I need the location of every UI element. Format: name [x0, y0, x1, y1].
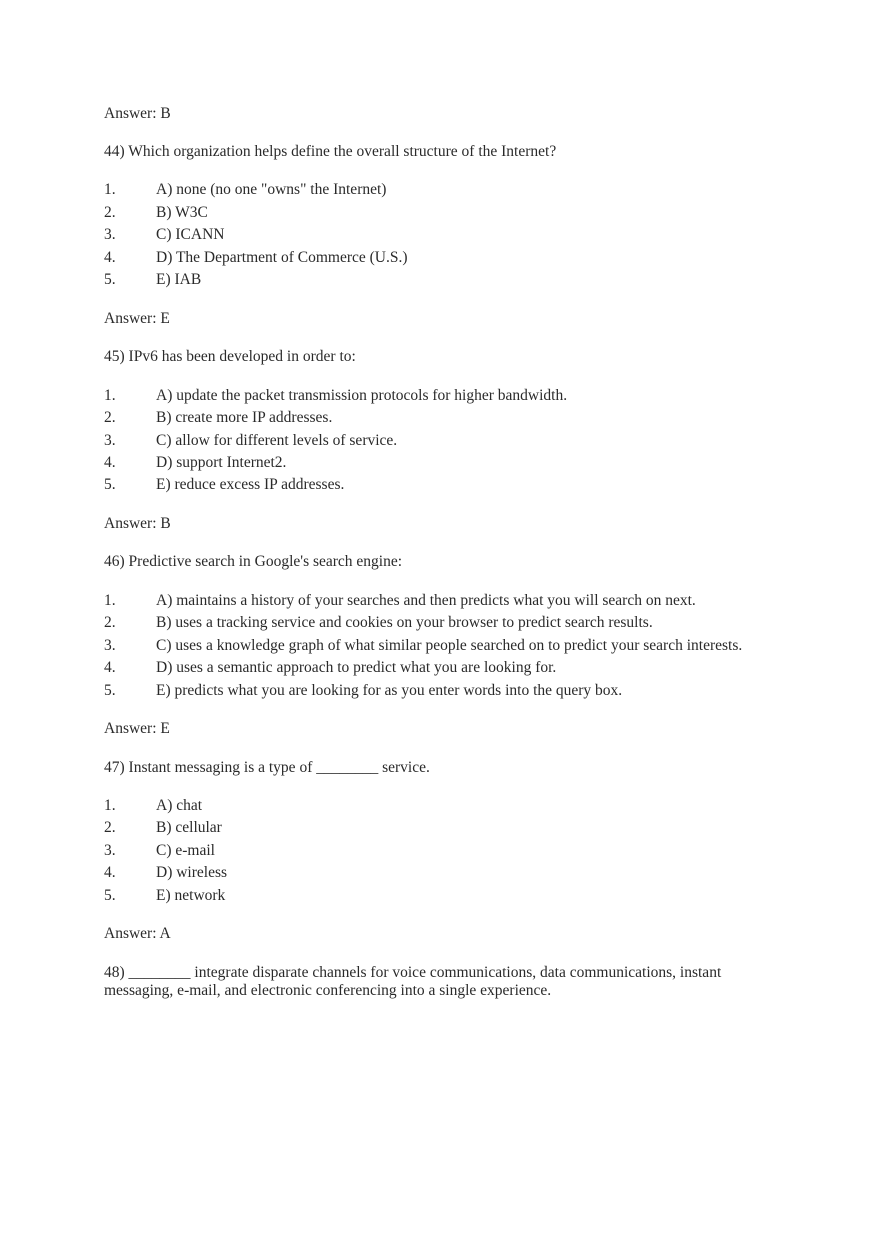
list-item — [104, 387, 567, 405]
list-item — [104, 409, 332, 427]
option-number: 5. — [104, 476, 116, 493]
list-item — [104, 249, 408, 267]
list-item — [104, 659, 556, 677]
option-text: D) support Internet2. — [156, 454, 287, 471]
option-number: 1. — [104, 797, 116, 814]
list-item — [104, 454, 286, 472]
option-number: 2. — [104, 614, 116, 631]
option-text: A) none (no one "owns" the Internet) — [156, 181, 387, 198]
list-item — [104, 887, 225, 905]
option-number: 3. — [104, 432, 116, 449]
option-text: C) uses a knowledge graph of what similar people searched on to predict your search interests. — [156, 637, 743, 654]
list-item — [104, 226, 224, 244]
answer-46: Answer: E — [104, 720, 170, 737]
list-item — [104, 864, 227, 882]
option-text: B) cellular — [156, 819, 222, 836]
list-item — [104, 204, 208, 222]
list-item — [104, 614, 653, 632]
option-text: B) W3C — [156, 204, 208, 221]
option-number: 4. — [104, 249, 116, 266]
question-48-line-2: messaging, e-mail, and electronic conferencing into a single experience. — [104, 982, 552, 999]
list-item — [104, 637, 742, 655]
option-number: 2. — [104, 819, 116, 836]
option-number: 1. — [104, 181, 116, 198]
option-text: C) ICANN — [156, 226, 225, 243]
option-number: 4. — [104, 454, 116, 471]
answer-47: Answer: A — [104, 925, 171, 942]
option-text: C) allow for different levels of service. — [156, 432, 398, 449]
option-text: A) chat — [156, 797, 203, 814]
question-47: 47) Instant messaging is a type of ________ service. — [104, 759, 430, 776]
option-number: 3. — [104, 637, 116, 654]
answer-45: Answer: B — [104, 515, 171, 532]
option-text: D) The Department of Commerce (U.S.) — [156, 249, 408, 266]
option-number: 4. — [104, 659, 116, 676]
list-item — [104, 476, 344, 494]
option-number: 5. — [104, 887, 116, 904]
list-item — [104, 682, 622, 700]
option-text: C) e-mail — [156, 842, 215, 859]
question-44: 44) Which organization helps define the overall structure of the Internet? — [104, 143, 557, 160]
answer-44: Answer: E — [104, 310, 170, 327]
option-text: E) network — [156, 887, 226, 904]
list-item — [104, 432, 397, 450]
list-item — [104, 271, 201, 289]
list-item — [104, 797, 202, 815]
option-number: 5. — [104, 682, 116, 699]
option-text: E) predicts what you are looking for as you enter words into the query box. — [156, 682, 623, 699]
option-number: 4. — [104, 864, 116, 881]
option-number: 3. — [104, 842, 116, 859]
list-item — [104, 819, 222, 837]
list-item — [104, 842, 215, 860]
question-45: 45) IPv6 has been developed in order to: — [104, 348, 356, 365]
option-number: 3. — [104, 226, 116, 243]
option-number: 1. — [104, 592, 116, 609]
option-text: E) IAB — [156, 271, 202, 288]
previous-answer: Answer: B — [104, 105, 171, 122]
option-number: 5. — [104, 271, 116, 288]
option-number: 1. — [104, 387, 116, 404]
option-text: B) uses a tracking service and cookies on your browser to predict search results. — [156, 614, 653, 631]
option-text: A) update the packet transmission protocols for higher bandwidth. — [156, 387, 568, 404]
option-text: B) create more IP addresses. — [156, 409, 333, 426]
option-text: A) maintains a history of your searches and then predicts what you will search on next. — [156, 592, 696, 609]
list-item — [104, 181, 386, 199]
option-text: D) wireless — [156, 864, 228, 881]
option-text: D) uses a semantic approach to predict what you are looking for. — [156, 659, 557, 676]
question-48-line-1: 48) ________ integrate disparate channels for voice communications, data communications, instant — [104, 964, 722, 981]
question-46: 46) Predictive search in Google's search engine: — [104, 553, 403, 570]
option-text: E) reduce excess IP addresses. — [156, 476, 345, 493]
option-number: 2. — [104, 204, 116, 221]
option-number: 2. — [104, 409, 116, 426]
list-item — [104, 592, 696, 610]
